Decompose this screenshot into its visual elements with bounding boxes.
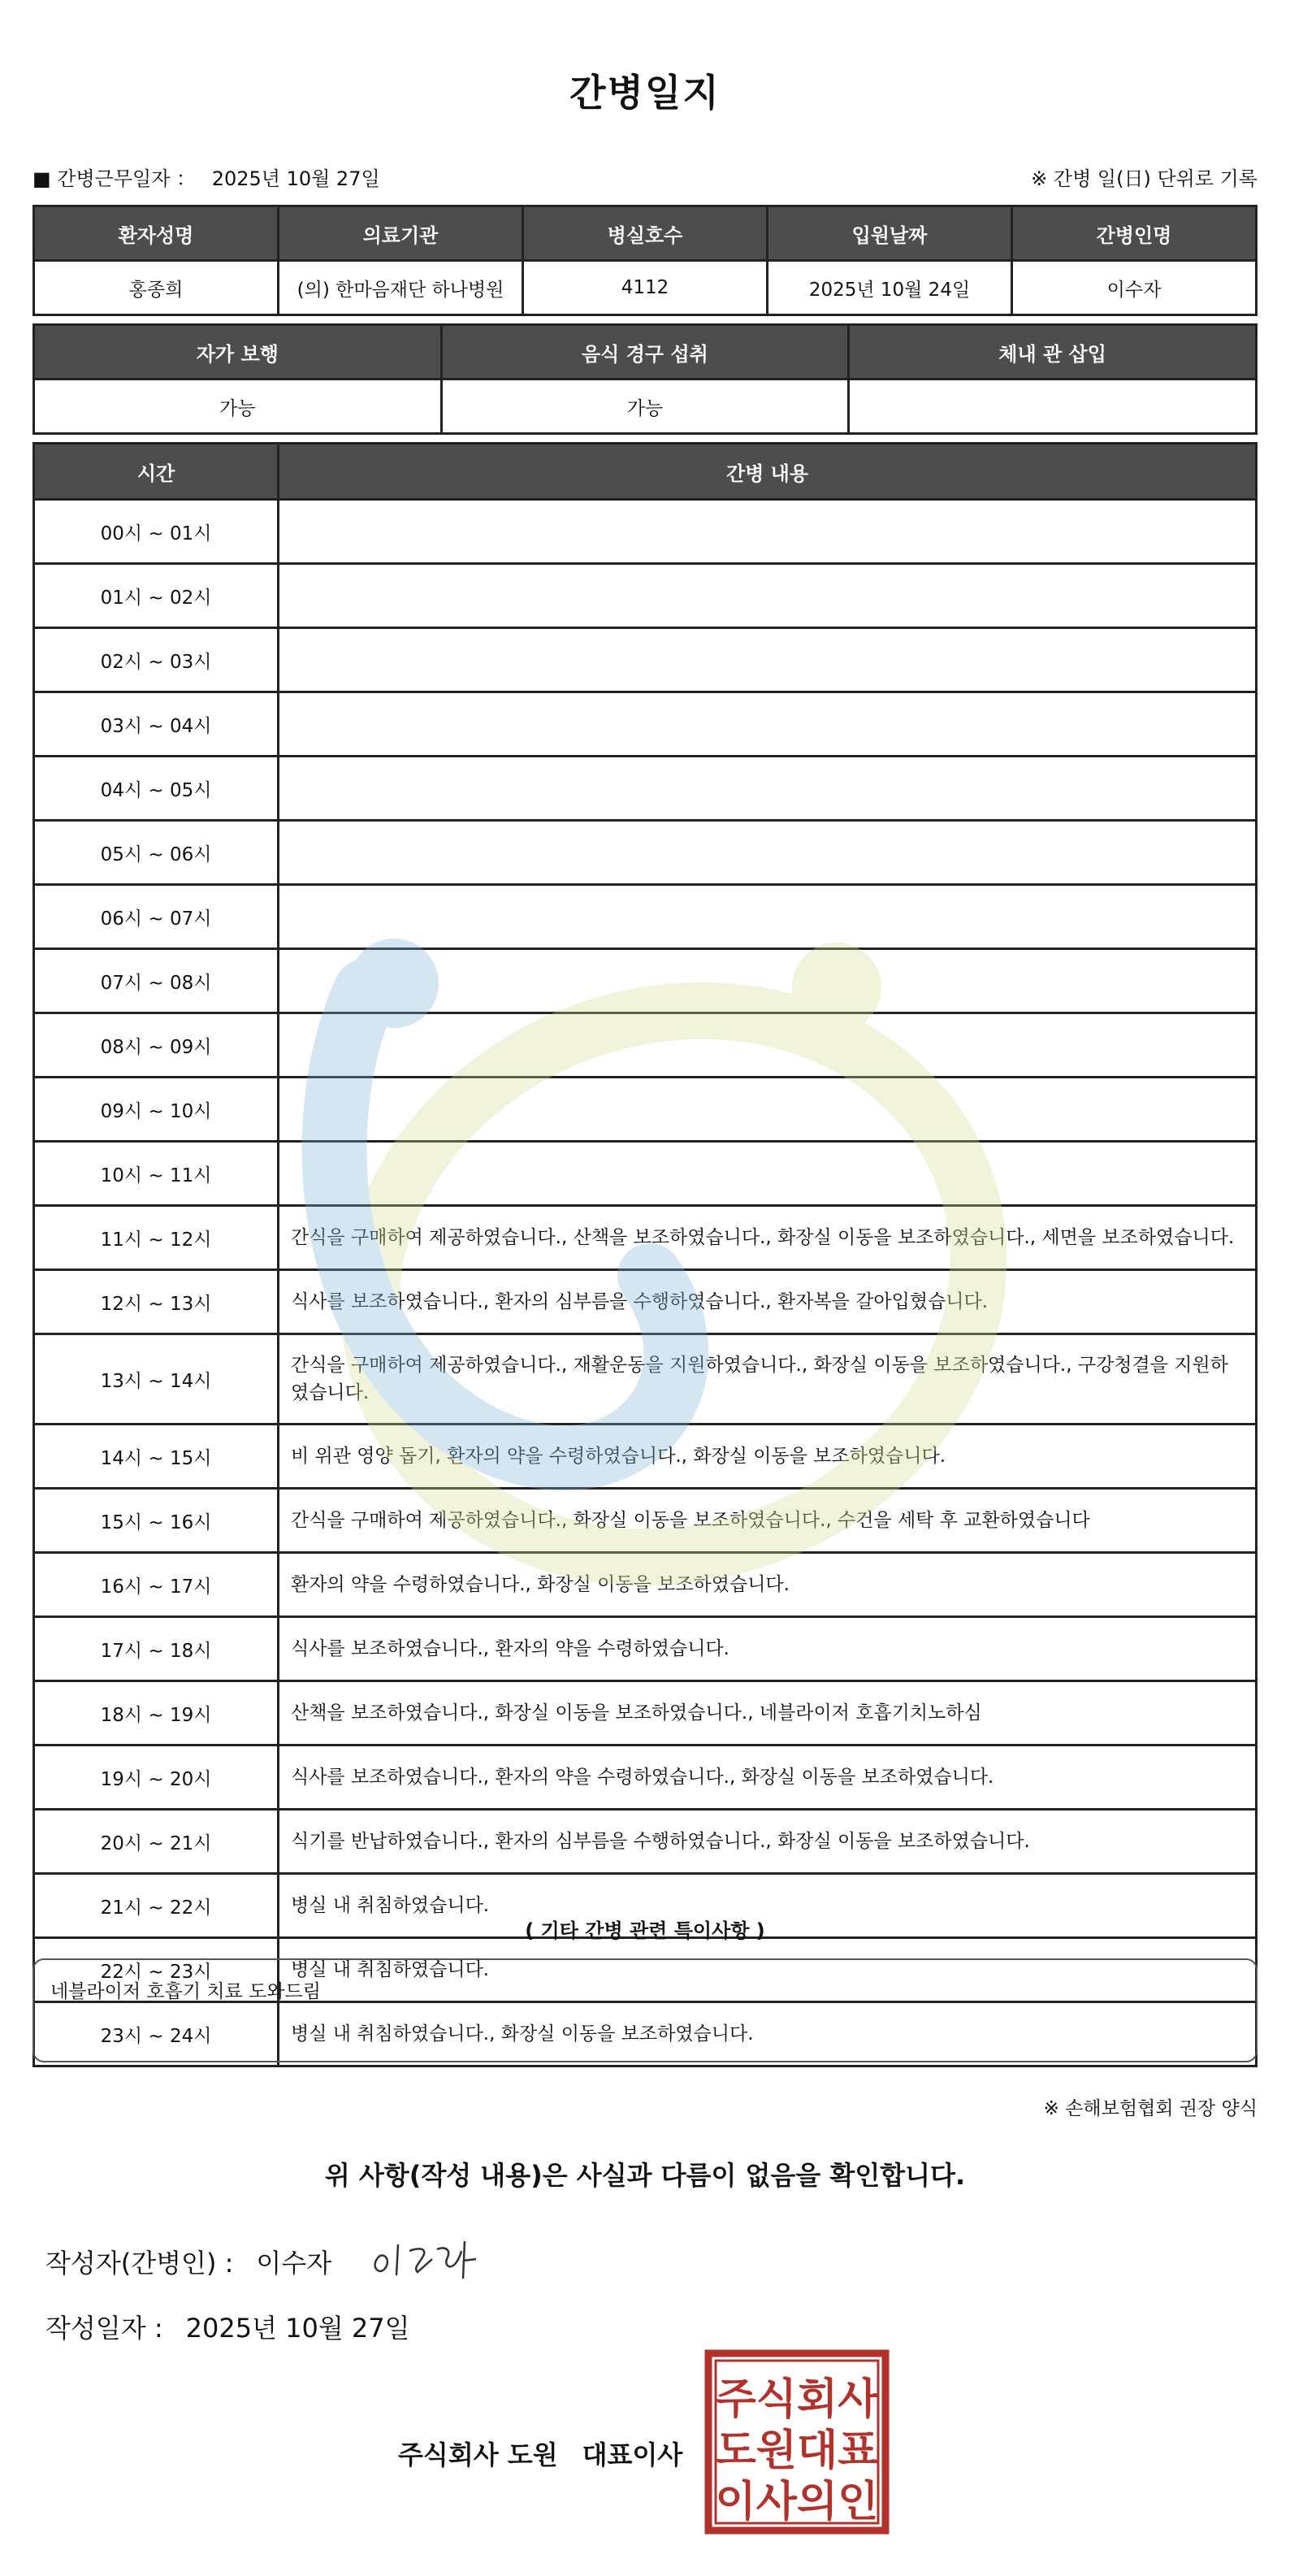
handwritten-signature (367, 2227, 497, 2292)
header-caregiver: 간병인명 (1012, 206, 1257, 261)
log-row (34, 1617, 1257, 1681)
hourly-log-table (32, 442, 1258, 2067)
admission-date: 2025년 10월 24일 (768, 261, 1012, 315)
patient-info-header-row (34, 206, 1257, 261)
header-admission-date: 입원날짜 (768, 206, 1012, 261)
log-row-content: 산책을 보조하였습니다., 화장실 이동을 보조하였습니다., 네블라이저 호흡기치노하심 (279, 1681, 1257, 1746)
log-row-content (279, 1142, 1257, 1206)
header-room: 병실호수 (523, 206, 768, 261)
svg-text:주식회사: 주식회사 (715, 2375, 879, 2424)
log-row-time: 16시 ~ 17시 (34, 1553, 279, 1617)
hospital-name: (의) 한마음재단 하나병원 (279, 261, 523, 315)
log-row-time: 11시 ~ 12시 (34, 1206, 279, 1270)
header-time: 시간 (34, 444, 279, 500)
svg-text:이사의인: 이사의인 (715, 2478, 879, 2526)
header-hospital: 의료기관 (279, 206, 523, 261)
company-name: 주식회사 도원 (398, 2439, 558, 2470)
written-date-label: 작성일자 : (45, 2313, 163, 2344)
log-row (34, 949, 1257, 1013)
log-row-content (279, 1078, 1257, 1142)
header-tube-insertion: 체내 관 삽입 (849, 325, 1257, 379)
log-row-time: 09시 ~ 10시 (34, 1078, 279, 1142)
confirmation-statement: 위 사항(작성 내용)은 사실과 다름이 없음을 확인합니다. (324, 2160, 966, 2191)
log-row-time: 22시 ~ 23시 (34, 1938, 279, 2002)
log-row-content (279, 1013, 1257, 1078)
log-row-content: 병실 내 취침하였습니다. (279, 1874, 1257, 1938)
log-row (34, 1810, 1257, 1874)
log-row-time: 06시 ~ 07시 (34, 885, 279, 949)
log-row-time: 18시 ~ 19시 (34, 1681, 279, 1746)
log-row (34, 1746, 1257, 1810)
log-row (34, 821, 1257, 885)
log-row-time: 23시 ~ 24시 (34, 2002, 279, 2066)
log-row-content: 간식을 구매하여 제공하였습니다., 화장실 이동을 보조하였습니다., 수건을 세탁 후 교환하였습니다 (279, 1489, 1257, 1553)
company-seal (703, 2348, 890, 2535)
header-care-content: 간병 내용 (279, 444, 1257, 500)
log-row (34, 885, 1257, 949)
log-row-content (279, 757, 1257, 821)
log-row-time: 04시 ~ 05시 (34, 757, 279, 821)
log-row-content: 식사를 보조하였습니다., 환자의 심부름을 수행하였습니다., 환자복을 갈아입혔습니다. (279, 1270, 1257, 1334)
written-date-row (45, 2308, 410, 2345)
log-row-time: 15시 ~ 16시 (34, 1489, 279, 1553)
document-title: 간병일지 (569, 71, 721, 115)
writer-name: 이수자 (256, 2248, 332, 2279)
patient-info-table (32, 205, 1258, 316)
log-row (34, 1206, 1257, 1270)
log-row-content (279, 628, 1257, 692)
log-row (34, 1142, 1257, 1206)
writer-row (45, 2243, 331, 2280)
log-row (34, 628, 1257, 692)
log-row-content: 식사를 보조하였습니다., 환자의 약을 수령하였습니다., 화장실 이동을 보조하였습니다. (279, 1746, 1257, 1810)
log-row-content: 병실 내 취침하였습니다., 화장실 이동을 보조하였습니다. (279, 2002, 1257, 2066)
log-row-content: 식사를 보조하였습니다., 환자의 약을 수령하였습니다. (279, 1617, 1257, 1681)
tube-insertion-value (849, 379, 1257, 434)
log-row (34, 1681, 1257, 1746)
patient-info-value-row (34, 261, 1257, 315)
log-row-time: 05시 ~ 06시 (34, 821, 279, 885)
log-row-time: 03시 ~ 04시 (34, 692, 279, 757)
representative-title: 대표이사 (582, 2439, 683, 2470)
log-row-time: 08시 ~ 09시 (34, 1013, 279, 1078)
self-walking-value: 가능 (34, 379, 442, 434)
work-date-label: ■ 간병근무일자 ： (32, 167, 197, 190)
log-row (34, 1425, 1257, 1489)
notes-text: 네블라이저 호흡기 치료 도와드림 (50, 1981, 321, 2002)
log-row-content: 환자의 약을 수령하였습니다., 화장실 이동을 보조하였습니다. (279, 1553, 1257, 1617)
log-row (34, 1489, 1257, 1553)
caregiver-name: 이수자 (1012, 261, 1257, 315)
notes-heading: ( 기타 간병 관련 특이사항 ) (525, 1919, 765, 1942)
log-row-time: 17시 ~ 18시 (34, 1617, 279, 1681)
log-row-time: 13시 ~ 14시 (34, 1334, 279, 1425)
company-signature-line (398, 2435, 682, 2472)
patient-status-value-row (34, 379, 1257, 434)
log-row (34, 1334, 1257, 1425)
log-row-content (279, 564, 1257, 628)
log-row-content (279, 949, 1257, 1013)
log-row (34, 1013, 1257, 1078)
log-row-content (279, 500, 1257, 564)
log-row-content: 식기를 반납하였습니다., 환자의 심부름을 수행하였습니다., 화장실 이동을 보조하였습니다. (279, 1810, 1257, 1874)
log-row-content: 간식을 구매하여 제공하였습니다., 재활운동을 지원하였습니다., 화장실 이동을 보조하였습니다., 구강청결을 지원하였습니다. (279, 1334, 1257, 1425)
log-row-time: 07시 ~ 08시 (34, 949, 279, 1013)
writer-label: 작성자(간병인) : (45, 2248, 234, 2279)
log-row-content (279, 885, 1257, 949)
log-row (34, 564, 1257, 628)
patient-name: 홍종희 (34, 261, 279, 315)
log-row-time: 14시 ~ 15시 (34, 1425, 279, 1489)
unit-note: ※ 간병 일(日) 단위로 기록 (1031, 167, 1258, 190)
log-row (34, 692, 1257, 757)
log-row-time: 21시 ~ 22시 (34, 1874, 279, 1938)
svg-text:도원대표: 도원대표 (715, 2426, 879, 2475)
notes-box (32, 1958, 1258, 2062)
log-row (34, 757, 1257, 821)
room-number: 4112 (523, 261, 768, 315)
hourly-log-header-row (34, 444, 1257, 500)
log-row-content: 간식을 구매하여 제공하였습니다., 산책을 보조하였습니다., 화장실 이동을 보조하였습니다., 세면을 보조하였습니다. (279, 1206, 1257, 1270)
log-row (34, 1078, 1257, 1142)
work-date (32, 163, 380, 191)
log-row-content (279, 692, 1257, 757)
header-self-walking: 자가 보행 (34, 325, 442, 379)
hourly-log-body (34, 500, 1257, 2066)
log-row-time: 00시 ~ 01시 (34, 500, 279, 564)
recommended-form-note: ※ 손해보험협회 권장 양식 (1043, 2098, 1258, 2119)
log-row-time: 10시 ~ 11시 (34, 1142, 279, 1206)
log-row (34, 1553, 1257, 1617)
log-row-time: 19시 ~ 20시 (34, 1746, 279, 1810)
log-row (34, 500, 1257, 564)
log-row-time: 12시 ~ 13시 (34, 1270, 279, 1334)
written-date-value: 2025년 10월 27일 (185, 2313, 410, 2344)
patient-status-header-row (34, 325, 1257, 379)
header-oral-intake: 음식 경구 섭취 (441, 325, 849, 379)
log-row-time: 20시 ~ 21시 (34, 1810, 279, 1874)
oral-intake-value: 가능 (441, 379, 849, 434)
log-row-time: 01시 ~ 02시 (34, 564, 279, 628)
log-row-time: 02시 ~ 03시 (34, 628, 279, 692)
log-row (34, 1270, 1257, 1334)
log-row-content: 비 위관 영양 돕기, 환자의 약을 수령하였습니다., 화장실 이동을 보조하였습니다. (279, 1425, 1257, 1489)
log-row-content (279, 821, 1257, 885)
patient-status-table (32, 323, 1258, 435)
header-patient-name: 환자성명 (34, 206, 279, 261)
work-date-value: 2025년 10월 27일 (211, 167, 380, 190)
log-row-content: 병실 내 취침하였습니다. (279, 1938, 1257, 2002)
